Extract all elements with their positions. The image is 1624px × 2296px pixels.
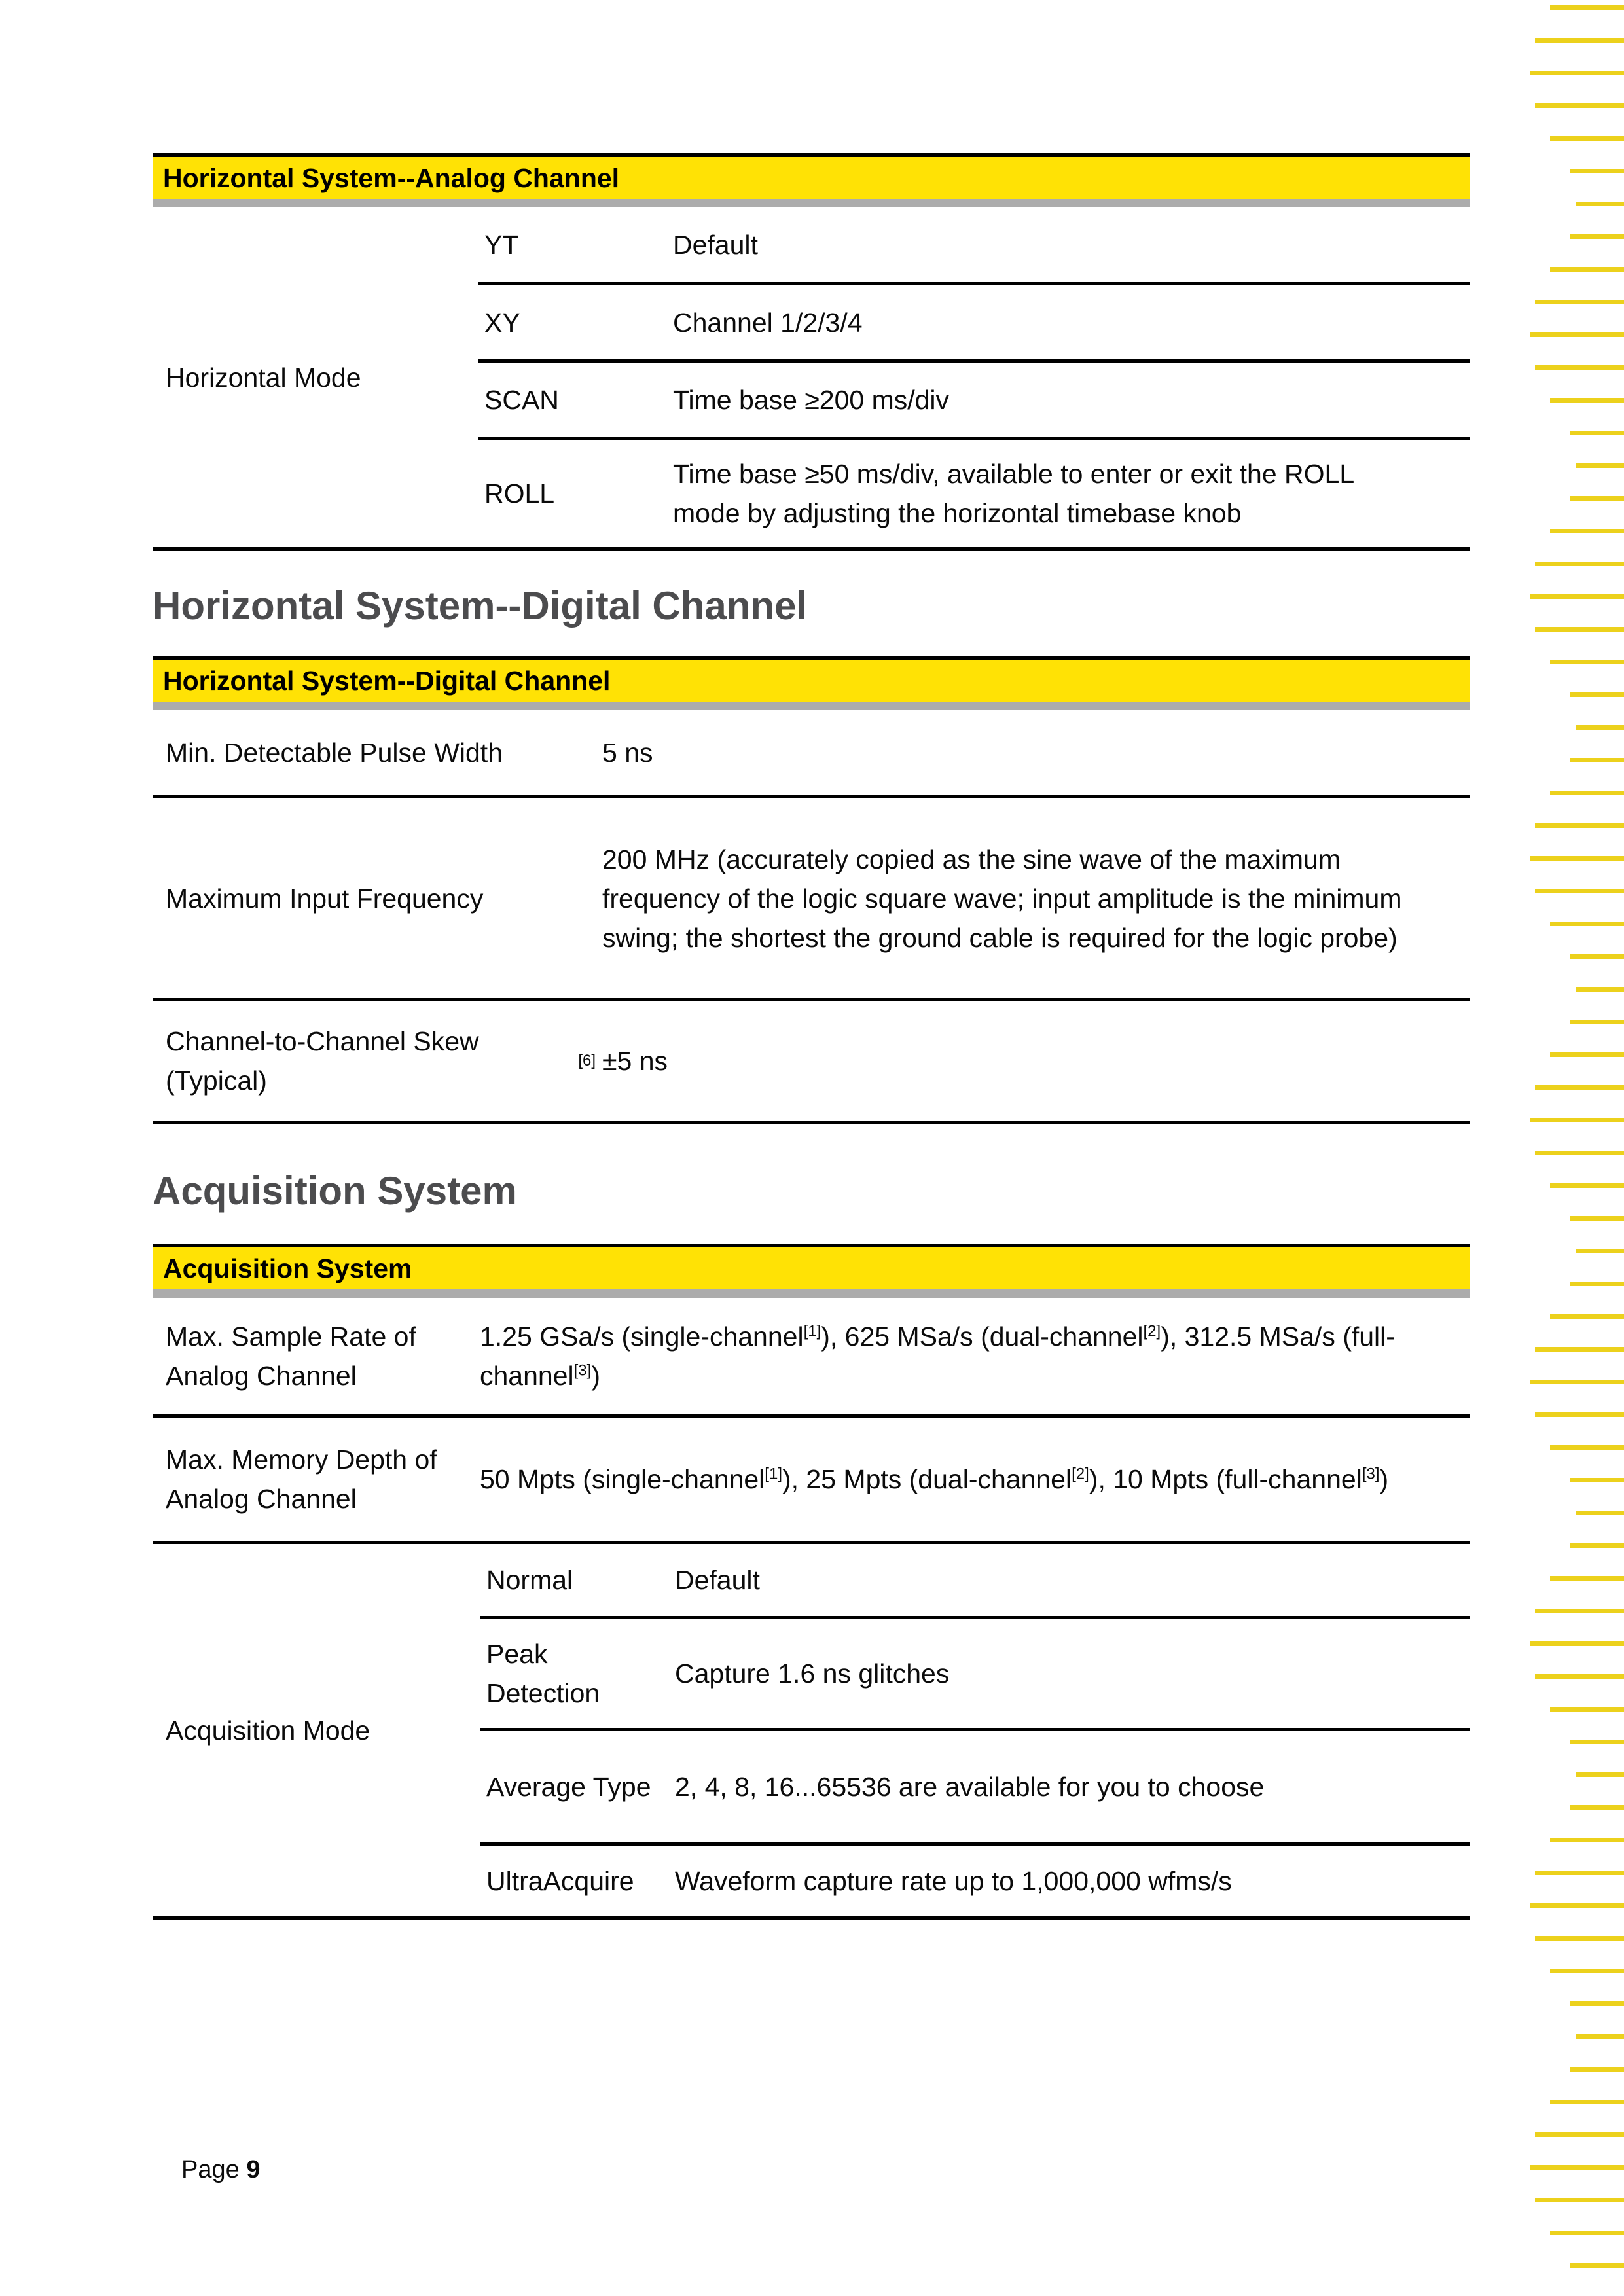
yellow-dash	[1535, 1412, 1624, 1417]
yellow-dash	[1570, 692, 1624, 697]
yellow-dash	[1530, 1118, 1624, 1122]
table-row	[153, 998, 1470, 1121]
mode-name: SCAN	[484, 384, 559, 415]
yellow-dash	[1530, 2165, 1624, 2170]
yellow-dash	[1570, 2263, 1624, 2268]
spec-value: 5 ns	[602, 738, 653, 768]
yellow-dash	[1530, 1641, 1624, 1646]
yellow-dash	[1535, 1871, 1624, 1875]
yellow-dash	[1550, 922, 1624, 926]
yellow-dash	[1576, 1511, 1624, 1515]
yellow-dash	[1550, 398, 1624, 403]
digital-channel-table	[153, 656, 1470, 1124]
mode-subrows	[478, 207, 1470, 547]
footer-page-label: Page	[181, 2156, 240, 2183]
mode-name: ROLL	[484, 478, 555, 509]
yellow-dash	[1570, 758, 1624, 762]
yellow-dash	[1550, 1969, 1624, 1973]
yellow-dash	[1570, 1478, 1624, 1482]
yellow-dash	[1576, 987, 1624, 992]
yellow-dash	[1535, 823, 1624, 828]
acquisition-table-header-band	[153, 1247, 1470, 1289]
yellow-dash	[1550, 1838, 1624, 1842]
mode-description: Default	[673, 230, 758, 260]
yellow-dash	[1570, 2067, 1624, 2072]
yellow-dash	[1576, 1772, 1624, 1777]
yellow-dash	[1550, 1183, 1624, 1188]
table-row	[480, 1728, 1470, 1842]
table-row	[153, 710, 1470, 795]
yellow-dash	[1535, 1609, 1624, 1613]
spec-value	[602, 831, 1470, 967]
mode-name: Normal	[486, 1565, 573, 1595]
yellow-dash	[1535, 1936, 1624, 1941]
yellow-dash	[1535, 1085, 1624, 1090]
digital-table-title: Horizontal System--Digital Channel	[163, 666, 611, 696]
horizontal-mode-row	[153, 207, 1470, 547]
table-border	[153, 1916, 1470, 1920]
spec-value: 50 Mpts (single-channel[1]), 25 Mpts (dual-channel[2]), 10 Mpts (full-channel[3])	[480, 1464, 1389, 1494]
page-footer	[181, 2155, 260, 2184]
yellow-dash	[1570, 1216, 1624, 1221]
yellow-dash	[1550, 1052, 1624, 1057]
table-row	[478, 359, 1470, 437]
table-row	[478, 437, 1470, 547]
table-border	[153, 547, 1470, 551]
yellow-dash	[1550, 2231, 1624, 2235]
yellow-dash	[1530, 594, 1624, 599]
spec-label: Max. Sample Rate of Analog Channel	[166, 1321, 416, 1391]
spec-value-text: 200 MHz (accurately copied as the sine wave of the maximum frequency of the logic square wave; input amplitude is the minimum swing; the shortest the ground cable is required for the logic probe)	[602, 844, 1402, 953]
table-border	[153, 1121, 1470, 1124]
yellow-dash	[1570, 234, 1624, 239]
mode-name: Peak Detection	[486, 1639, 600, 1708]
yellow-dash	[1550, 529, 1624, 533]
row-label: Horizontal Mode	[166, 362, 361, 393]
table-row	[480, 1616, 1470, 1728]
yellow-dash	[1576, 2034, 1624, 2039]
spec-label: Maximum Input Frequency	[166, 883, 484, 914]
mode-name: UltraAcquire	[486, 1866, 634, 1896]
acquisition-system-table	[153, 1244, 1470, 1920]
yellow-dash	[1570, 1805, 1624, 1810]
yellow-dash	[1570, 954, 1624, 959]
yellow-dash	[1530, 856, 1624, 861]
yellow-dash	[1570, 1282, 1624, 1286]
yellow-dash	[1550, 267, 1624, 272]
yellow-dash	[1576, 463, 1624, 468]
gray-divider	[153, 199, 1470, 207]
yellow-dash	[1576, 202, 1624, 206]
yellow-dash	[1550, 1314, 1624, 1319]
yellow-dash	[1535, 2132, 1624, 2137]
analog-table-header-band	[153, 157, 1470, 199]
table-row	[153, 795, 1470, 998]
spec-label: Max. Memory Depth of Analog Channel	[166, 1444, 437, 1514]
digital-section-heading: Horizontal System--Digital Channel	[153, 584, 808, 628]
spec-label: Min. Detectable Pulse Width	[166, 738, 503, 768]
mode-description: Channel 1/2/3/4	[673, 307, 863, 338]
mode-name: XY	[484, 307, 520, 338]
yellow-dash	[1570, 496, 1624, 501]
yellow-dash	[1576, 725, 1624, 730]
yellow-dash	[1535, 1151, 1624, 1155]
spec-value: 1.25 GSa/s (single-channel[1]), 625 MSa/s (dual-channel[2]), 312.5 MSa/s (full-channel[3])	[480, 1321, 1395, 1391]
yellow-dash	[1530, 1380, 1624, 1384]
yellow-dash	[1530, 1903, 1624, 1908]
mode-description: Default	[675, 1565, 760, 1595]
footer-page-number: 9	[246, 2156, 261, 2183]
acquisition-mode-row	[153, 1541, 1470, 1916]
acquisition-table-title: Acquisition System	[163, 1253, 412, 1283]
gray-divider	[153, 702, 1470, 710]
footer-space	[240, 2156, 247, 2183]
yellow-dash	[1535, 103, 1624, 108]
acquisition-mode-block	[153, 1544, 1470, 1916]
yellow-dash	[1535, 627, 1624, 632]
row-label: Acquisition Mode	[166, 1715, 370, 1746]
yellow-dash	[1550, 791, 1624, 795]
yellow-dash	[1550, 1445, 1624, 1450]
mode-description: Time base ≥50 ms/div, available to enter or exit the ROLL mode by adjusting the horizontal timebase knob	[673, 459, 1354, 528]
page-content	[153, 153, 1470, 1920]
table-row	[153, 1414, 1470, 1541]
yellow-dash	[1550, 2100, 1624, 2104]
yellow-dash	[1570, 2001, 1624, 2006]
mode-name: Average Type	[486, 1772, 651, 1802]
yellow-dash	[1530, 332, 1624, 337]
table-row	[480, 1842, 1470, 1916]
yellow-dash	[1550, 1576, 1624, 1581]
gray-divider	[153, 1289, 1470, 1298]
yellow-dash	[1576, 1249, 1624, 1253]
yellow-dash	[1550, 136, 1624, 141]
yellow-dash	[1550, 660, 1624, 664]
spec-label: Channel-to-Channel Skew (Typical) [6]	[166, 1026, 596, 1096]
mode-description: Time base ≥200 ms/div	[673, 384, 950, 415]
yellow-dash	[1535, 365, 1624, 370]
analog-channel-table	[153, 153, 1470, 551]
yellow-dash	[1535, 300, 1624, 304]
yellow-dash	[1550, 1707, 1624, 1712]
mode-description: Waveform capture rate up to 1,000,000 wfms/s	[675, 1866, 1232, 1896]
yellow-dash	[1550, 5, 1624, 10]
yellow-dash	[1535, 2198, 1624, 2202]
mode-name: YT	[484, 230, 519, 260]
yellow-dash	[1535, 1674, 1624, 1679]
yellow-dash	[1570, 431, 1624, 435]
table-row	[478, 282, 1470, 359]
yellow-dash	[1535, 889, 1624, 893]
yellow-dash	[1570, 1740, 1624, 1744]
yellow-dash	[1570, 1020, 1624, 1024]
yellow-dash	[1570, 1543, 1624, 1548]
table-row	[153, 1298, 1470, 1414]
analog-table-title: Horizontal System--Analog Channel	[163, 163, 620, 193]
mode-description: 2, 4, 8, 16...65536 are available for you to choose	[675, 1772, 1265, 1802]
yellow-dash	[1535, 562, 1624, 566]
yellow-dash	[1530, 71, 1624, 75]
yellow-dash	[1535, 38, 1624, 43]
yellow-dash	[1570, 169, 1624, 173]
mode-description: Capture 1.6 ns glitches	[675, 1659, 950, 1689]
spec-value: ±5 ns	[602, 1046, 668, 1076]
digital-table-header-band	[153, 660, 1470, 702]
mode-subrows	[480, 1544, 1470, 1916]
table-row	[480, 1544, 1470, 1616]
yellow-dash	[1535, 1347, 1624, 1352]
acquisition-section-heading: Acquisition System	[153, 1169, 517, 1213]
table-row	[478, 207, 1470, 282]
